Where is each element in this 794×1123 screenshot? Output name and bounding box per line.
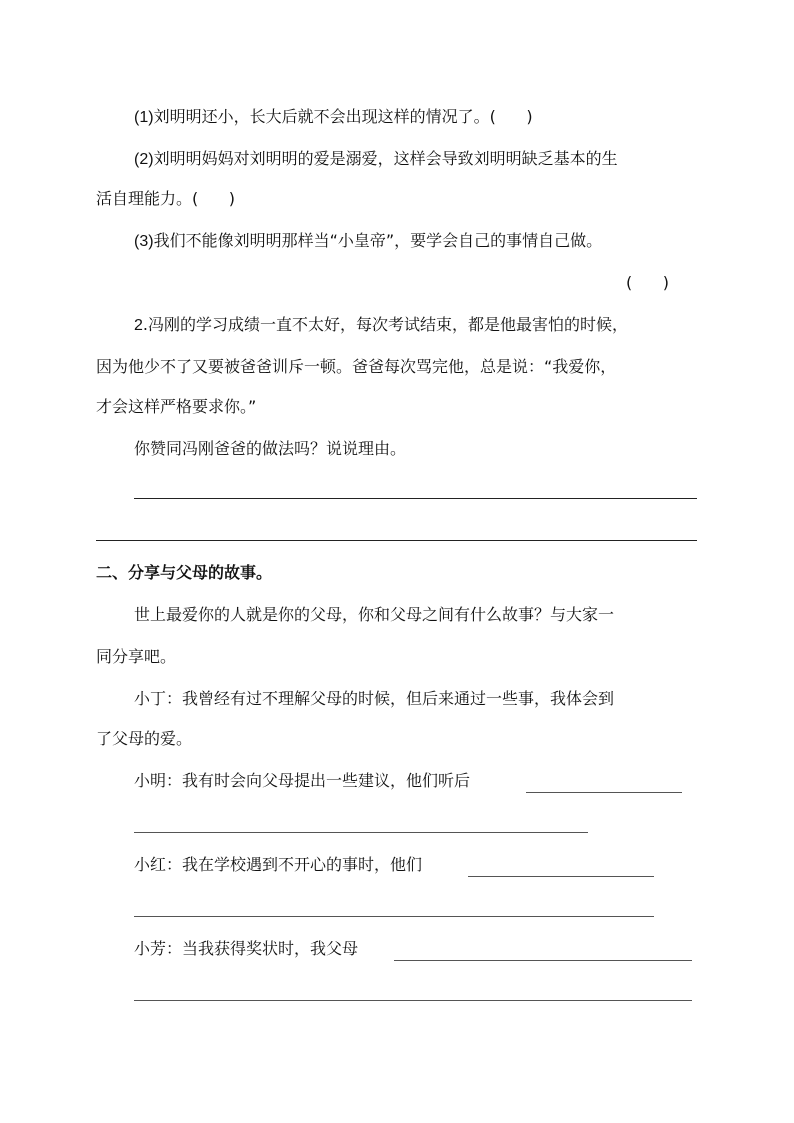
xiaoming-blank-2[interactable]	[134, 832, 588, 833]
xiaoming-blank-1[interactable]	[526, 792, 682, 793]
xiaofang-blank-1[interactable]	[394, 960, 692, 961]
q2-number: 2	[134, 317, 143, 334]
q2-answer-line-2[interactable]	[96, 540, 697, 541]
q1-item-2	[134, 148, 618, 171]
q1-item-3-answer-blank[interactable]: ( )	[626, 273, 669, 292]
xiaohong-prompt: 小红：我在学校遇到不开心的事时，他们	[134, 855, 423, 874]
q1-item-2-number: (2)	[134, 151, 154, 168]
q1-item-3	[134, 230, 602, 253]
xiaoming-prompt: 小明：我有时会向父母提出一些建议，他们听后	[134, 771, 471, 790]
xiaoding-line-1: 小丁：我曾经有过不理解父母的时候，但后来通过一些事，我体会到	[134, 689, 615, 708]
q1-item-2-cont-text: 活自理能力。	[96, 189, 193, 208]
xiaohong-blank-1[interactable]	[468, 876, 654, 877]
q1-item-1-number: (1)	[134, 109, 154, 126]
q2-question: 你赞同冯刚爸爸的做法吗？说说理由。	[134, 439, 407, 458]
q2-line-1	[134, 314, 628, 337]
section-2-intro-line-1: 世上最爱你的人就是你的父母，你和父母之间有什么故事？与大家一	[134, 605, 615, 624]
q1-item-3-number: (3)	[134, 233, 154, 250]
section-2-heading: 二、分享与父母的故事。	[96, 563, 273, 582]
q1-item-2-continuation	[96, 188, 235, 210]
q2-line-1-text: .冯刚的学习成绩一直不太好，每次考试结束，都是他最害怕的时候，	[142, 315, 628, 334]
q2-line-2: 因为他少不了又要被爸爸训斥一顿。爸爸每次骂完他，总是说：“我爱你，	[96, 357, 617, 376]
section-2-intro-line-2: 同分享吧。	[96, 647, 177, 666]
q1-item-1-answer-blank[interactable]: ( )	[489, 107, 533, 126]
xiaohong-blank-2[interactable]	[134, 916, 654, 917]
q1-item-1-text: 刘明明还小，长大后就不会出现这样的情况了。	[153, 107, 490, 126]
q1-item-2-answer-blank[interactable]: ( )	[192, 189, 236, 208]
xiaofang-prompt: 小芳：当我获得奖状时，我父母	[134, 939, 359, 958]
q1-item-3-text: 我们不能像刘明明那样当“小皇帝”，要学会自己的事情自己做。	[153, 231, 603, 250]
q1-item-2-text: 刘明明妈妈对刘明明的爱是溺爱，这样会导致刘明明缺乏基本的生	[153, 149, 618, 168]
q2-answer-line-1[interactable]	[134, 498, 697, 499]
q1-item-1	[134, 106, 533, 129]
q2-line-3: 才会这样严格要求你。”	[96, 397, 257, 416]
xiaoding-line-2: 了父母的爱。	[96, 729, 193, 748]
xiaofang-blank-2[interactable]	[134, 1000, 692, 1001]
